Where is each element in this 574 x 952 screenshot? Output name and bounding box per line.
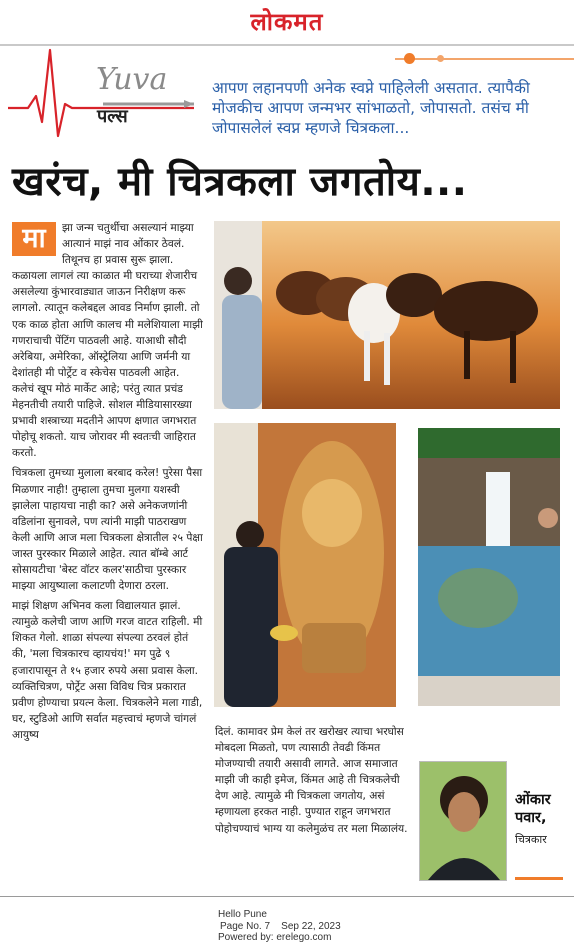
decorative-dot-small-icon xyxy=(437,55,444,62)
section-brand: Yuva xyxy=(96,62,168,97)
paragraph-1: झा जन्म चतुर्थीचा असल्यानं माझ्या आत्यानं माझं नाव ओंकार ठेवलं. तिथूनच हा प्रवास सुरू झाला. कळायला लागलं त्या काळात मी घराच्या शेजारीच असलेल्या कुंभारवाड्यात जाऊन निरीक्षण करू लागलो. त्यातून कलेबद्दल आवड निर्माण झाली. तो एक काळ होता आणि कालच मी मलेशियाला माझी गणराचाची पेंटिंग पाठवली आहे. याआधी सौदी अरेबिया, अमेरिका, ऑस्ट्रेलिया आणि जर्मनी या देशांतही मी पोर्ट्रेट व स्केचेस पाठवली आहेत. कलेचं खूप मोठं मार्केट आहे; परंतु त्यात प्रचंड मेहनतीची तयारी पाहिजे. सोशल मीडियासारख्या प्रभावी शस्त्राच्या मदतीने आपण क्षणात जगभरात पोहोचू शकतो. याच जोरावर मी स्वतःची जाहिरात करतो. xyxy=(12,222,203,460)
footer-powered-by: Powered by: erelego.com xyxy=(218,932,332,943)
footer-page-date: Page No. 7 Sep 22, 2023 xyxy=(220,920,341,932)
photo-ganesha-mural xyxy=(214,423,396,707)
page-footer xyxy=(218,909,341,944)
section-brand-sub: पल्स xyxy=(97,106,128,127)
author-photo xyxy=(419,761,507,881)
photo-horses-mural xyxy=(214,221,560,409)
article-paragraph xyxy=(12,220,204,461)
footer-edition: Hello Pune xyxy=(218,909,267,920)
newspaper-logo: लोकमत xyxy=(250,8,324,36)
intro-text: आपण लहानपणी अनेक स्वप्ने पाहिलेली असतात. त्यापैकी मोजकीच आपण जन्मभर सांभाळतो, जोपासतो. तसंच मी जोपासलेलं स्वप्न म्हणजे चित्रकला... xyxy=(212,79,530,137)
decorative-line xyxy=(395,58,574,60)
drop-cap: मा xyxy=(12,222,56,256)
paragraph-3: माझं शिक्षण अभिनव कला विद्यालयात झालं. त्यामुळे कलेची जाण आणि गरज वाटत राहिली. मी शिकत गेलो. शाळा संपल्या संपल्या ठरवलं होतं की, 'मला चित्रकारच व्हायचंय!' मग पुढे ९ हजारापासून ते १५ हजार रुपये असा प्रवास केला. व्यक्तिचित्रण, पोर्ट्रेट असा विविध चित्र प्रकारात प्रवीण होण्याचा प्रयत्न केला. चित्रकलेने मला गाडी, घर, स्टुडिओ आणि सर्वात महत्त्वाचं म्हणजे चांगलं आयुष्य xyxy=(12,600,203,741)
article-column-2 xyxy=(215,724,411,837)
photo-waterfall-painting xyxy=(418,428,560,706)
footer-divider xyxy=(0,896,574,897)
article-column-1 xyxy=(12,220,204,747)
headline: खरंच, मी चित्रकला जगतोय... xyxy=(12,159,468,205)
author-role: चित्रकार xyxy=(515,833,547,846)
decorative-dot-icon xyxy=(404,53,415,64)
author-name: ओंकार पवार, xyxy=(515,792,551,826)
masthead xyxy=(0,0,574,44)
author-accent-bar xyxy=(515,877,563,880)
paragraph-4: दिलं. कामावर प्रेम केलं तर खरोखर त्याचा भरघोस मोबदला मिळतो, पण त्यासाठी तेवढी किंमत मोजण्याची तयारी असावी लागते. आज समाजात माझी जी काही इमेज, किंमत आहे ती चित्रकलेची देण आहे. त्यामुळे मी चित्रकला जगतोय, असं म्हणायला हरकत नाही. पुण्यात राहून जगभरात पोहोचण्याचं भाग्य या कलेमुळंच तर मला मिळालंय. xyxy=(215,726,408,835)
masthead-divider xyxy=(0,44,574,46)
paragraph-2: चित्रकला तुमच्या मुलाला बरबाद करेल! पुरेसा पैसा मिळणार नाही! तुम्हाला तुमचा मुलगा यशस्वी झालेला पाहायचा नाही का? असे अनेकजणांनी वडिलांना सुनावले, पण त्यांनी माझी पाठराखण केली आणि आज मला चित्रकला क्षेत्रातील २५ पेक्षा जास्त पुरस्कार मिळाले आहेत. त्यात बॉम्बे आर्ट सोसायटीचा 'बेस्ट वॉटर कलर'साठीचा पुरस्कार माझ्या आयुष्याला कलाटणी देणारा ठरला. xyxy=(12,467,203,593)
